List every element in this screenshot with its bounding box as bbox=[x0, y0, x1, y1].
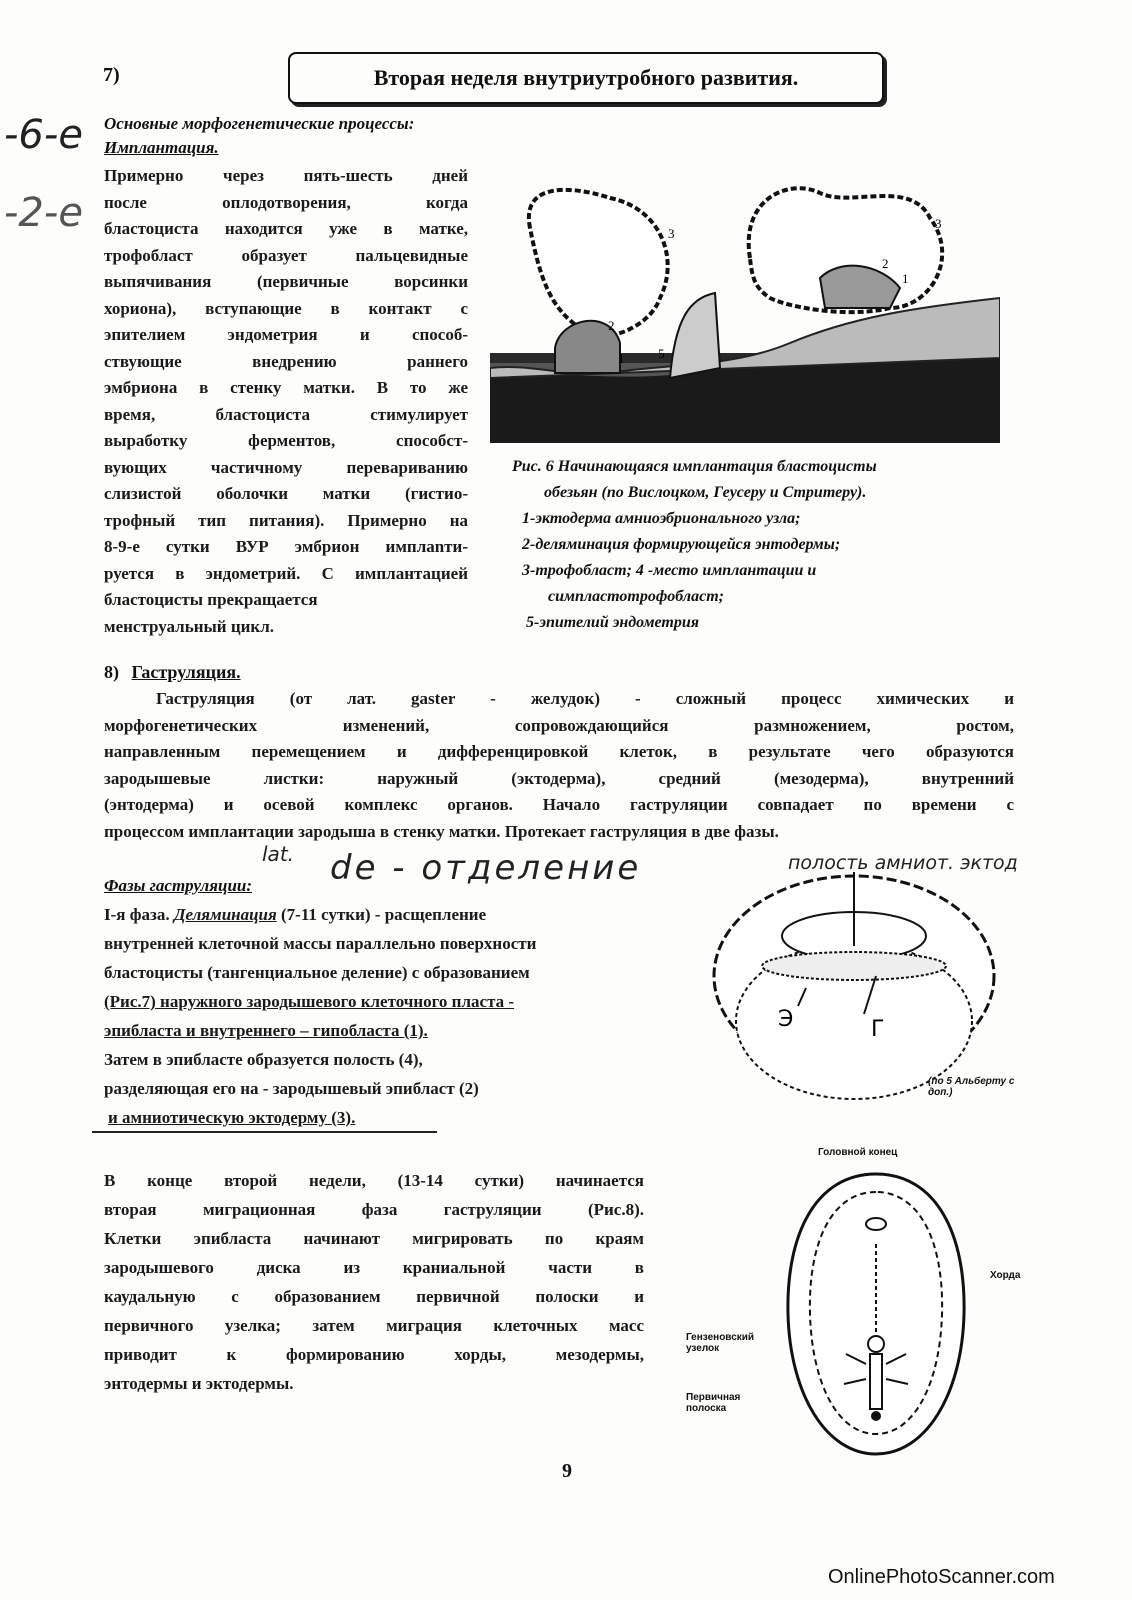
text-line: и амниотическую эктодерму (3). bbox=[108, 1108, 356, 1127]
text-line: зародышевые листки: наружный (эктодерма), средний (мезодерма), внутренний bbox=[104, 768, 1014, 788]
fig7-mark-epiblast: Э bbox=[778, 1007, 794, 1032]
text-line: разделяющая его на - зародышевый эпибласт (2) bbox=[104, 1079, 479, 1098]
handwritten-margin-note-1: -6-е bbox=[4, 112, 83, 158]
text-line: морфогенетических изменений, сопровождающийся размножением, ростом, bbox=[104, 715, 1014, 735]
text-line: выпячивания (первичные ворсинки bbox=[104, 272, 468, 291]
caption-line: симпластотрофобласт; bbox=[548, 588, 724, 605]
text-line: вторая миграционная фаза гаструляции (Рис.8). bbox=[104, 1200, 644, 1219]
implantation-text bbox=[104, 163, 468, 640]
phase-1-first-line bbox=[104, 900, 664, 929]
text-line: хориона), вступающие в контакт с bbox=[104, 298, 468, 318]
text-line: Затем в эпибласте образуется полость (4), bbox=[104, 1050, 423, 1069]
text-line: бластоциста находится уже в матке, bbox=[104, 219, 468, 238]
gastrulation-text bbox=[104, 686, 1014, 845]
text-line: В конце второй недели, (13-14 сутки) начинается bbox=[104, 1171, 644, 1190]
handwritten-note-definition: de - отделение bbox=[330, 848, 642, 888]
handwritten-note-cavity: полость амниот. эктод bbox=[788, 852, 1018, 874]
text-line: эпибласта и внутреннего – гипобласта (1). bbox=[104, 1021, 428, 1040]
label-line: Первичная bbox=[686, 1392, 741, 1403]
section-number-7: 7) bbox=[103, 64, 120, 86]
caption-line: 5-эпителий эндометрия bbox=[526, 614, 699, 631]
text-line: зародышевого диска из краниальной части в bbox=[104, 1258, 644, 1277]
text-line: слизистой оболочки матки (гистио- bbox=[104, 484, 468, 503]
text-line: процессом имплантации зародыша в стенку матки. Протекает гаструляция в две фазы. bbox=[104, 821, 779, 841]
page-title: Вторая неделя внутриутробного развития. bbox=[288, 52, 884, 104]
migration-phase-text bbox=[104, 1166, 644, 1398]
watermark: OnlinePhotoScanner.com bbox=[828, 1566, 1055, 1588]
text-line: вующих частичному перевариванию bbox=[104, 457, 468, 477]
figure-8-label-node bbox=[686, 1332, 754, 1354]
text-line: эмбриона в стенку матки. В то же bbox=[104, 378, 468, 397]
figure-8-label-head: Головной конец bbox=[818, 1147, 898, 1158]
fig6-label: 1 bbox=[902, 271, 909, 286]
implantation-subheading: Имплантация. bbox=[104, 138, 219, 157]
text-line: менструальный цикл. bbox=[104, 616, 274, 636]
text-line: выработку ферментов, способст- bbox=[104, 431, 468, 450]
fig6-label: 2 bbox=[882, 256, 889, 271]
caption-line: 3-трофобласт; 4 -место имплантации и bbox=[522, 562, 817, 579]
figure-8-label-notochord: Хорда bbox=[990, 1270, 1021, 1281]
morphogenetic-heading: Основные морфогенетические процессы: bbox=[104, 114, 415, 133]
text-line: трофобласт образует пальцевидные bbox=[104, 245, 468, 265]
phase-1-term: Деляминация bbox=[173, 905, 277, 924]
text-line: время, бластоциста стимулирует bbox=[104, 404, 468, 424]
handwritten-margin-note-2: -2-е bbox=[4, 190, 83, 236]
fig6-label: 1 bbox=[618, 351, 625, 366]
text-line: энтодермы и эктодермы. bbox=[104, 1374, 294, 1393]
caption-line: 2-деляминация формирующейся энтодермы; bbox=[522, 536, 841, 553]
caption-line: обезьян (по Вислоцком, Геусеру и Стритеру). bbox=[544, 484, 867, 501]
section-number-8: 8) bbox=[104, 662, 119, 682]
handwritten-underline bbox=[92, 1131, 437, 1133]
figure-8-label-streak bbox=[686, 1392, 740, 1414]
text-line: эпителием эндометрия и способ- bbox=[104, 325, 468, 344]
label-line: Гензеновский bbox=[686, 1332, 755, 1343]
text-line: направленным перемещением и дифференцировкой клеток, в результате чего образуются bbox=[104, 742, 1014, 761]
caption-line: 1-эктодерма амниоэбрионального узла; bbox=[522, 510, 801, 527]
text-line: после оплодотворения, когда bbox=[104, 192, 468, 212]
text-line: приводит к формированию хорды, мезодермы, bbox=[104, 1345, 644, 1364]
text-line: бластоцисты прекращается bbox=[104, 590, 318, 609]
text-line: каудальную с образованием первичной полоски и bbox=[104, 1287, 644, 1306]
text-line: трофный тип питания). Примерно на bbox=[104, 510, 468, 530]
text-line: руется в эндометрий. С имплантацией bbox=[104, 563, 468, 583]
text-line: Гаструляция (от лат. gaster - желудок) - сложный процесс химических и bbox=[156, 689, 1014, 708]
text-line: бластоцисты (тангенциальное деление) с образованием bbox=[104, 963, 530, 982]
text-line: (энтодерма) и осевой комплекс органов. Начало гаструляции совпадает по времени с bbox=[104, 795, 1014, 814]
phase-1-text bbox=[104, 900, 664, 1132]
figure-8-embryonic-disc-illustration bbox=[776, 1164, 976, 1464]
phase-1-lead: I-я фаза. bbox=[104, 905, 170, 924]
page-number: 9 bbox=[562, 1460, 572, 1482]
text-line: Примерно через пять-шесть дней bbox=[104, 166, 468, 185]
figure-6-caption bbox=[512, 454, 982, 636]
figure-7-source: (по 5 Альберту с доп.) bbox=[928, 1076, 1015, 1098]
label-line: полоска bbox=[686, 1403, 727, 1414]
caption-line: Рис. 6 Начинающаяся имплантация бластоцисты bbox=[512, 458, 877, 475]
phases-heading: Фазы гаструляции: bbox=[104, 876, 253, 895]
label-line: узелок bbox=[686, 1343, 720, 1354]
text-line: ствующие внедрению раннего bbox=[104, 351, 468, 371]
fig6-label: 2 bbox=[608, 318, 615, 333]
fig6-label: 3 bbox=[935, 216, 942, 231]
text-line: (Рис.7) наружного зародышевого клеточного пласта - bbox=[104, 992, 515, 1011]
fig6-label: 5 bbox=[658, 346, 665, 361]
gastrulation-title: Гаструляция. bbox=[131, 662, 241, 682]
fig7-mark-hypoblast: Г bbox=[871, 1017, 885, 1042]
gastrulation-heading bbox=[104, 662, 241, 683]
fig6-label: 3 bbox=[668, 226, 675, 241]
text-line: первичного узелка; затем миграция клеточных масс bbox=[104, 1316, 644, 1335]
text-line: Клетки эпибласта начинают мигрировать по краям bbox=[104, 1229, 644, 1248]
figure-6-implantation-illustration bbox=[490, 168, 1000, 443]
text-line: 8-9-е сутки ВУР эмбрион имплanти- bbox=[104, 537, 468, 556]
text-line: внутренней клеточной массы параллельно поверхности bbox=[104, 934, 537, 953]
handwritten-note-lat: lat. bbox=[262, 842, 295, 866]
phase-1-rest: (7-11 сутки) - расщепление bbox=[276, 905, 487, 924]
